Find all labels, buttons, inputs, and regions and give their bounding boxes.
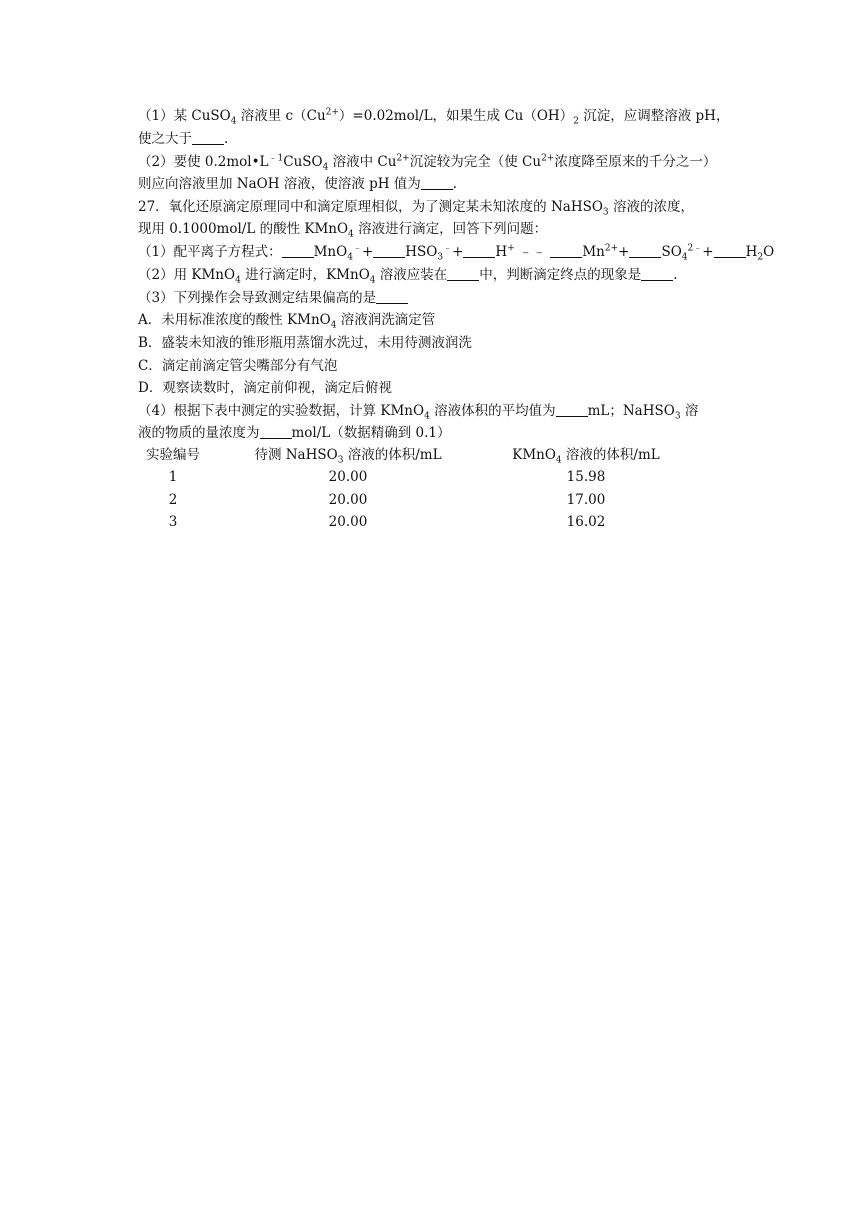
answer-blank (550, 243, 582, 258)
answer-blank (373, 243, 405, 258)
q27-option-d: D．观察读数时，滴定前仰视，滴定后俯视 (138, 380, 392, 396)
cell-kmno4: 17.00 (566, 492, 606, 508)
answer-blank (463, 243, 495, 258)
header-kmno4-volume: KMnO$_4$ 溶液的体积/mL (512, 447, 660, 466)
q27-part1-equation: （1）配平离子方程式： $MnO_4^﹣+ HSO_3^﹣+ H^+$ ﹣﹣ $Mn^{2+}+ SO_4^{2﹣}+ H_2O$ (138, 243, 775, 263)
cell-nahso3: 20.00 (328, 469, 368, 485)
q27-option-b: B．盛装未知液的锥形瓶用蒸馏水洗过，未用待测液润洗 (138, 335, 472, 351)
cell-id: 3 (168, 514, 178, 530)
answer-blank (260, 424, 292, 439)
cell-nahso3: 20.00 (328, 492, 368, 508)
q26-part1-line1: （1）某 CuSO$_4$ 溶液里 $c(Cu^{2+})=0.02mol/L$，如果生成 $Cu(OH)_2$ 沉淀，应调整溶液 pH， (138, 107, 730, 127)
q27-part4-line1: （4）根据下表中测定的实验数据，计算 KMnO$_4$ 溶液体积的平均值为 mL；NaHSO$_3$ 溶 (138, 403, 699, 422)
answer-blank (641, 266, 673, 281)
q27-option-c: C．滴定前滴定管尖嘴部分有气泡 (138, 358, 338, 374)
answer-blank (192, 130, 224, 145)
cell-kmno4: 15.98 (566, 469, 606, 485)
q27-intro-line2: 现用 0.1000mol/L 的酸性 KMnO$_4$ 溶液进行滴定，回答下列问题： (138, 221, 548, 240)
answer-blank (282, 243, 314, 258)
q27-part3: （3）下列操作会导致测定结果偏高的是 (138, 288, 408, 308)
cell-kmno4: 16.02 (566, 514, 606, 530)
q26-part2-line2: 则应向溶液里加 NaOH 溶液，使溶液 pH 值为 . (138, 176, 458, 192)
cell-id: 1 (168, 469, 178, 485)
header-nahso3-volume: 待测 NaHSO$_3$ 溶液的体积/mL (254, 447, 442, 466)
answer-blank (376, 289, 408, 304)
answer-blank (447, 266, 479, 281)
q26-part1-line2: 使之大于 . (138, 131, 229, 147)
answer-blank (556, 402, 588, 417)
q27-intro-line1: 27．氧化还原滴定原理同中和滴定原理相似，为了测定某未知浓度的 NaHSO$_3$ 溶液的浓度， (138, 199, 694, 218)
q27-part4-line2: 液的物质的量浓度为 mol/L（数据精确到 0.1） (138, 425, 451, 441)
answer-blank (714, 243, 746, 258)
q27-option-a: A．未用标准浓度的酸性 KMnO$_4$ 溶液润洗滴定管 (138, 312, 436, 331)
header-experiment-number: 实验编号 (146, 447, 200, 463)
q27-part2: （2）用 KMnO$_4$ 进行滴定时，KMnO$_4$ 溶液应装在 中，判断滴定终点的现象是 . (138, 267, 678, 286)
q26-part2-line1: （2）要使 $0.2mol•L^{﹣1}CuSO_4$ 溶液中 $Cu^{2+}$沉淀较为完全（使 $Cu^{2+}$浓度降至原来的千分之一） (138, 153, 717, 173)
answer-blank (629, 243, 661, 258)
cell-nahso3: 20.00 (328, 514, 368, 530)
answer-blank (421, 175, 453, 190)
cell-id: 2 (168, 492, 178, 508)
